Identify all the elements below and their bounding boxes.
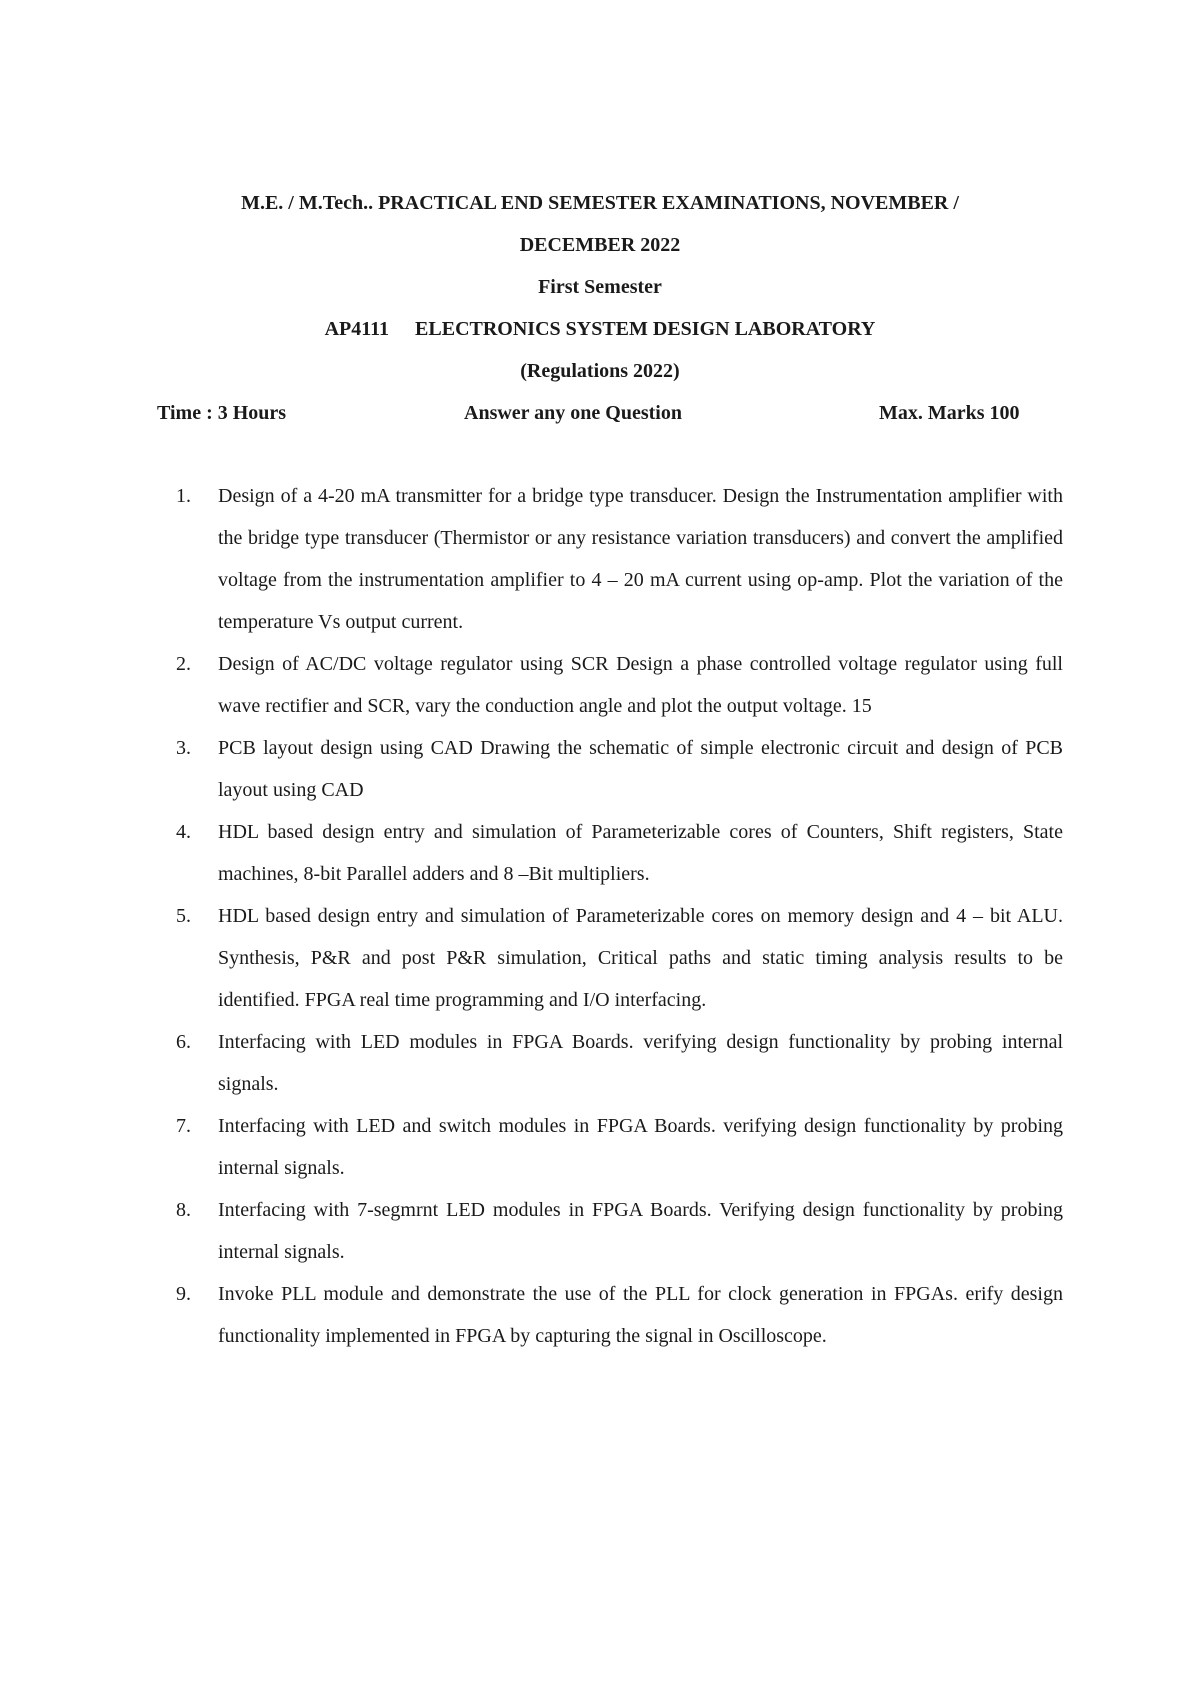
exam-title-line-2: DECEMBER 2022	[519, 234, 681, 256]
regulations-label: (Regulations 2022)	[520, 360, 680, 382]
question-item	[176, 811, 1063, 895]
question-text: PCB layout design using CAD Drawing the schematic of simple electronic circuit and design of PCB layout using CAD	[218, 737, 1063, 801]
question-text: Design of AC/DC voltage regulator using SCR Design a phase controlled voltage regulator using full wave rectifier and SCR, vary the conduction angle and plot the output voltage. 15	[218, 653, 1063, 717]
exam-header	[150, 182, 1050, 392]
question-list	[176, 475, 1063, 1357]
question-number: 8.	[176, 1199, 191, 1221]
semester-label: First Semester	[538, 276, 662, 298]
question-text: HDL based design entry and simulation of Parameterizable cores of Counters, Shift registers, State machines, 8-bit Parallel adders and 8 –Bit multipliers.	[218, 821, 1063, 885]
question-text: Design of a 4-20 mA transmitter for a bridge type transducer. Design the Instrumentation amplifier with the bridge type transducer (Thermistor or any resistance variation transducers) and convert the amplified voltage from the instrumentation amplifier to 4 – 20 mA current using op-amp. Plot the variation of the temperature Vs output current.	[218, 485, 1063, 633]
question-number: 3.	[176, 737, 191, 759]
question-number: 2.	[176, 653, 191, 675]
course-heading	[150, 308, 1050, 350]
question-text: Interfacing with LED and switch modules in FPGA Boards. verifying design functionality by probing internal signals.	[218, 1115, 1063, 1179]
question-number: 9.	[176, 1283, 191, 1305]
question-item	[176, 1273, 1063, 1357]
question-text: Invoke PLL module and demonstrate the use of the PLL for clock generation in FPGAs. erify design functionality implemented in FPGA by capturing the signal in Oscilloscope.	[218, 1283, 1063, 1347]
question-item	[176, 895, 1063, 1021]
question-number: 6.	[176, 1031, 191, 1053]
question-item	[176, 1189, 1063, 1273]
exam-title-line-1: M.E. / M.Tech.. PRACTICAL END SEMESTER EXAMINATIONS, NOVEMBER /	[241, 192, 959, 214]
question-item	[176, 643, 1063, 727]
time-allowed: Time : 3 Hours	[157, 402, 287, 424]
question-text: Interfacing with LED modules in FPGA Boards. verifying design functionality by probing internal signals.	[218, 1031, 1063, 1095]
course-title: ELECTRONICS SYSTEM DESIGN LABORATORY	[415, 318, 876, 340]
max-marks: Max. Marks 100	[879, 402, 1020, 424]
course-code: AP4111	[324, 318, 390, 340]
question-number: 1.	[176, 485, 191, 507]
question-number: 7.	[176, 1115, 191, 1137]
question-item	[176, 1105, 1063, 1189]
question-number: 4.	[176, 821, 191, 843]
question-number: 5.	[176, 905, 191, 927]
question-text: HDL based design entry and simulation of Parameterizable cores on memory design and 4 – bit ALU. Synthesis, P&R and post P&R simulation, Critical paths and static timing analysis results to be identified. FPGA real time programming and I/O interfacing.	[218, 905, 1063, 1011]
question-text: Interfacing with 7-segmrnt LED modules in FPGA Boards. Verifying design functionality by probing internal signals.	[218, 1199, 1063, 1263]
exam-meta-row	[157, 392, 1057, 434]
question-item	[176, 1021, 1063, 1105]
question-item	[176, 475, 1063, 643]
answer-instruction: Answer any one Question	[464, 402, 682, 424]
question-item	[176, 727, 1063, 811]
